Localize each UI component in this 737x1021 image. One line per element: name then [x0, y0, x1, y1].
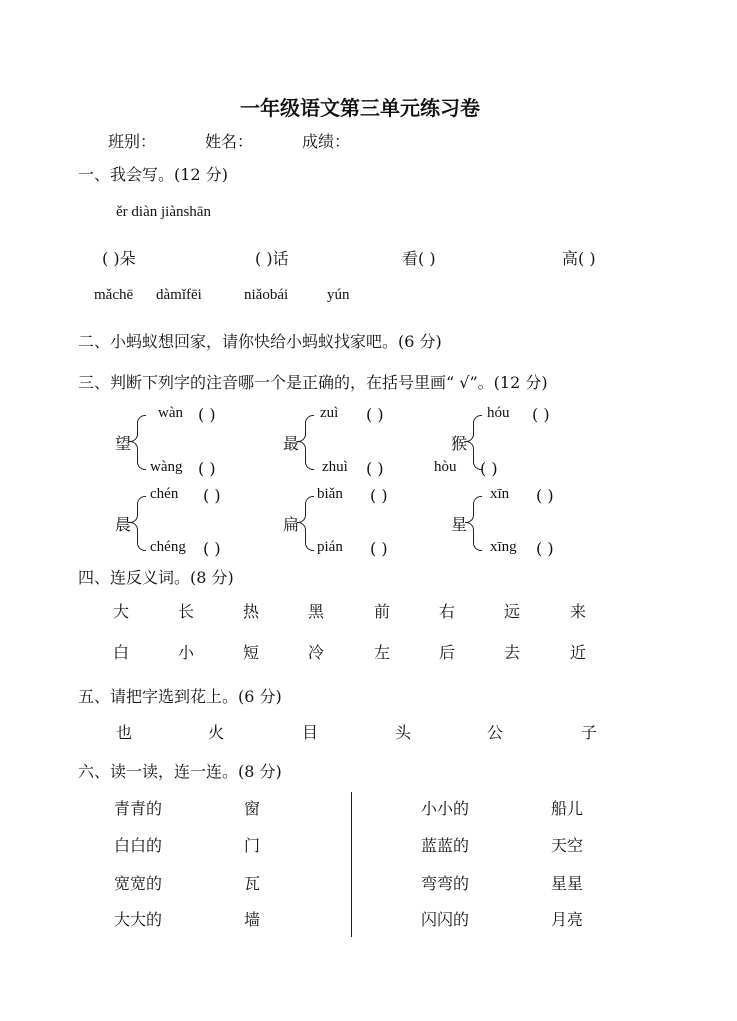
pinyin-option: biǎn — [317, 486, 343, 502]
pinyin-option: zhuì — [322, 459, 348, 475]
pinyin-option: hóu — [487, 405, 510, 421]
flower-char[interactable]: 子 — [581, 723, 598, 742]
pinyin-option: zuì — [320, 405, 339, 421]
blank-4: 高( ) — [562, 249, 596, 268]
match-left-adj[interactable]: 大大的 — [114, 910, 163, 929]
match-right-noun[interactable]: 船儿 — [551, 799, 584, 818]
antonym-word[interactable]: 去 — [504, 643, 521, 662]
answer-paren[interactable]: ( ) — [203, 539, 221, 558]
antonym-word[interactable]: 白 — [113, 643, 130, 662]
answer-paren[interactable]: ( ) — [370, 486, 388, 505]
match-right-noun[interactable]: 天空 — [551, 836, 584, 855]
match-right-adj[interactable]: 弯弯的 — [421, 874, 470, 893]
flower-char[interactable]: 头 — [395, 723, 412, 742]
section-5-heading: 五、请把字选到花上。(6 分) — [78, 687, 282, 706]
column-divider — [351, 792, 352, 937]
match-right-noun[interactable]: 星星 — [551, 874, 584, 893]
answer-paren[interactable]: ( ) — [366, 405, 384, 424]
flower-char[interactable]: 公 — [487, 723, 504, 742]
match-right-adj[interactable]: 蓝蓝的 — [421, 836, 470, 855]
char-wang: 望 — [115, 434, 132, 453]
match-left-adj[interactable]: 白白的 — [114, 836, 163, 855]
blank-1: ( )朵 — [102, 249, 136, 268]
blank-2: ( )话 — [255, 249, 289, 268]
answer-paren[interactable]: ( ) — [203, 486, 221, 505]
pinyin-option: chéng — [150, 539, 186, 555]
antonym-word[interactable]: 短 — [243, 643, 260, 662]
antonym-word[interactable]: 右 — [439, 602, 456, 621]
pinyin-row-2-item: dàmǐfēi — [156, 287, 202, 303]
section-3-heading: 三、判断下列字的注音哪一个是正确的，在括号里画“ √”。(12 分) — [78, 373, 548, 392]
flower-char[interactable]: 火 — [208, 723, 225, 742]
answer-paren[interactable]: ( ) — [366, 459, 384, 478]
match-left-noun[interactable]: 门 — [244, 836, 261, 855]
pinyin-option: wàn — [158, 405, 183, 421]
antonym-word[interactable]: 大 — [113, 602, 130, 621]
section-1-heading: 一、我会写。(12 分) — [78, 165, 228, 184]
char-zui: 最 — [283, 434, 300, 453]
char-xing: 星 — [451, 515, 468, 534]
pinyin-row-1: ěr diàn jiànshān — [116, 204, 211, 220]
blank-3: 看( ) — [402, 249, 436, 268]
score-label: 成绩： — [302, 132, 351, 151]
antonym-word[interactable]: 热 — [243, 602, 260, 621]
match-left-adj[interactable]: 宽宽的 — [114, 874, 163, 893]
antonym-word[interactable]: 冷 — [308, 643, 325, 662]
answer-paren[interactable]: ( ) — [370, 539, 388, 558]
antonym-word[interactable]: 长 — [178, 602, 195, 621]
answer-paren[interactable]: ( ) — [480, 459, 498, 478]
match-right-adj[interactable]: 小小的 — [421, 799, 470, 818]
antonym-word[interactable]: 近 — [570, 643, 587, 662]
pinyin-option: wàng — [150, 459, 183, 475]
name-label: 姓名： — [205, 132, 254, 151]
answer-paren[interactable]: ( ) — [532, 405, 550, 424]
pinyin-option: pián — [317, 539, 343, 555]
page-title: 一年级语文第三单元练习卷 — [240, 96, 480, 120]
match-left-noun[interactable]: 墙 — [244, 910, 261, 929]
flower-char[interactable]: 也 — [116, 723, 133, 742]
char-chen: 晨 — [115, 515, 132, 534]
pinyin-option: hòu — [434, 459, 457, 475]
char-bian: 扁 — [283, 515, 300, 534]
match-left-noun[interactable]: 瓦 — [244, 874, 261, 893]
antonym-word[interactable]: 前 — [374, 602, 391, 621]
match-left-noun[interactable]: 窗 — [244, 799, 261, 818]
antonym-word[interactable]: 小 — [178, 643, 195, 662]
section-2-heading: 二、小蚂蚁想回家，请你快给小蚂蚁找家吧。(6 分) — [78, 332, 442, 351]
antonym-word[interactable]: 左 — [374, 643, 391, 662]
section-4-heading: 四、连反义词。(8 分) — [78, 568, 234, 587]
pinyin-row-2-item: mǎchē — [94, 287, 134, 303]
antonym-word[interactable]: 黑 — [308, 602, 325, 621]
match-left-adj[interactable]: 青青的 — [114, 799, 163, 818]
flower-char[interactable]: 目 — [302, 723, 319, 742]
section-6-heading: 六、读一读，连一连。(8 分) — [78, 762, 282, 781]
answer-paren[interactable]: ( ) — [198, 459, 216, 478]
antonym-word[interactable]: 后 — [439, 643, 456, 662]
match-right-adj[interactable]: 闪闪的 — [421, 910, 470, 929]
pinyin-option: xīng — [490, 539, 517, 555]
pinyin-row-2-item: yún — [327, 287, 350, 303]
pinyin-option: xīn — [490, 486, 510, 502]
antonym-word[interactable]: 远 — [504, 602, 521, 621]
answer-paren[interactable]: ( ) — [536, 539, 554, 558]
match-right-noun[interactable]: 月亮 — [551, 910, 584, 929]
pinyin-row-2-item: niǎobái — [244, 287, 289, 303]
class-label: 班别： — [108, 132, 157, 151]
answer-paren[interactable]: ( ) — [198, 405, 216, 424]
antonym-word[interactable]: 来 — [570, 602, 587, 621]
char-hou: 猴 — [451, 434, 468, 453]
answer-paren[interactable]: ( ) — [536, 486, 554, 505]
pinyin-option: chén — [150, 486, 179, 502]
